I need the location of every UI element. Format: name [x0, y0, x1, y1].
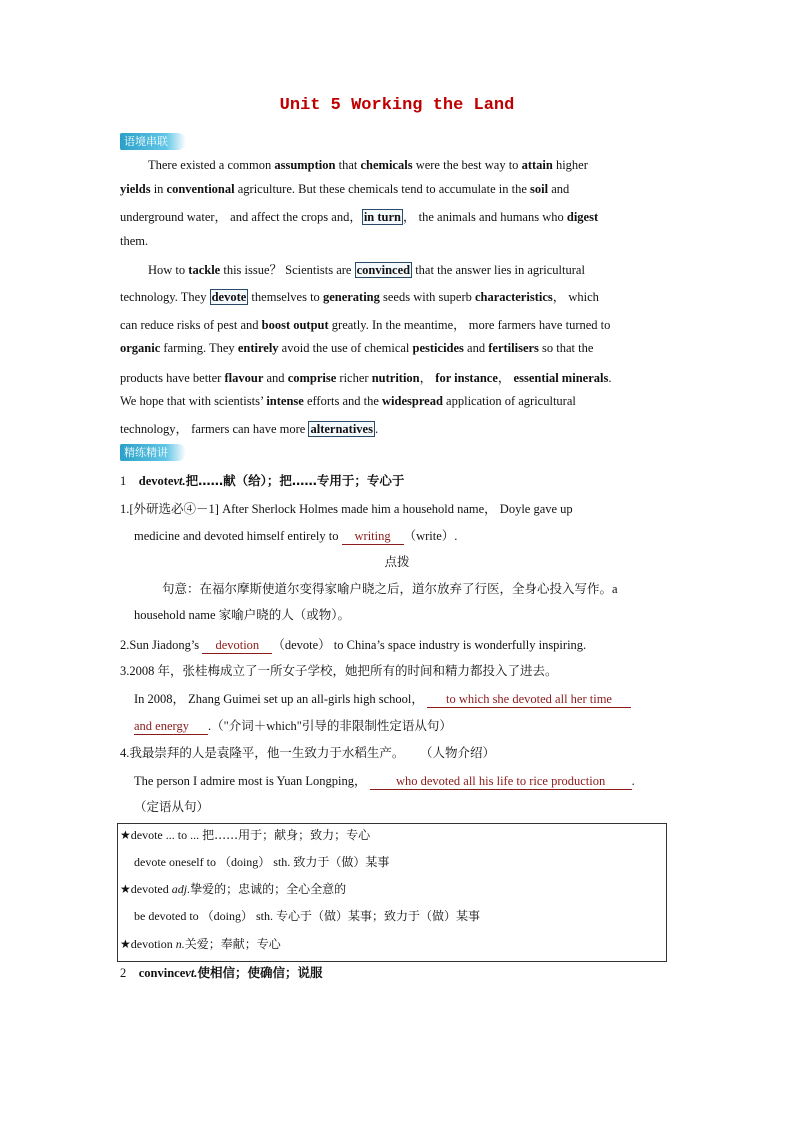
- q4-cn: 4.我最崇拜的人是袁隆平，他一生致力于水稻生产。 （人物介绍）: [120, 746, 496, 760]
- answer-blank: writing: [342, 529, 404, 545]
- note-item: ★devoted adj.挚爱的；忠诚的；全心全意的: [120, 882, 347, 896]
- word-heading-convince: 2 convincevt.使相信；使确信；说服: [120, 965, 323, 980]
- p1-line3: underground water， and affect the crops and， in turn ， the animals and humans who digest: [120, 210, 599, 224]
- p2-line1: How to tackle this issue？ Scientists are convinced that the answer lies in agricultural: [148, 263, 585, 277]
- word-heading-devote: 1 devotevt.把……献（给）；把……专用于；专心于: [120, 473, 405, 488]
- p2-line4: organic farming. They entirely avoid the use of chemical pesticides and fertilisers so that the: [120, 341, 594, 355]
- q3-line2: and energy .（"介词＋which"引导的非限制性定语从句）: [134, 719, 452, 733]
- q1-line1: 1.[外研选必④－1] After Sherlock Holmes made him a household name， Doyle gave up: [120, 502, 573, 516]
- q4-clause: （定语从句）: [134, 800, 210, 814]
- q4-line1: The person I admire most is Yuan Longping， who devoted all his life to rice production .: [134, 774, 635, 788]
- p2-line7: technology， farmers can have more alternatives .: [120, 422, 379, 436]
- note-item: devote oneself to （doing） sth. 致力于（做）某事: [134, 855, 390, 869]
- p2-line5: products have better flavour and comprise richer nutrition， for instance， essential minerals.: [120, 371, 612, 385]
- q1-line2: medicine and devoted himself entirely to writing （write）.: [134, 529, 458, 543]
- tip-line1: 句意：在福尔摩斯使道尔变得家喻户晓之后，道尔放弃了行医，全身心投入写作。a: [162, 582, 618, 596]
- answer-blank: devotion: [202, 638, 272, 654]
- tip-line2: household name 家喻户晓的人（或物）。: [134, 608, 350, 622]
- boxed-word: devote: [211, 290, 247, 304]
- tip-label: 点拨: [384, 555, 410, 569]
- p2-line2: technology. They devote themselves to generating seeds with superb characteristics， which: [120, 290, 599, 304]
- boxed-word: alternatives: [310, 422, 373, 436]
- p2-line3: can reduce risks of pest and boost output greatly. In the meantime， more farmers have turned to: [120, 318, 611, 332]
- q3-cn: 3.2008 年，张桂梅成立了一所女子学校，她把所有的时间和精力都投入了进去。: [120, 664, 558, 678]
- note-item: ★devote ... to ... 把……用于；献身；致力；专心: [120, 828, 371, 842]
- page-title: Unit 5 Working the Land: [279, 96, 515, 115]
- note-item: ★devotion n.关爱；奉献；专心: [120, 937, 281, 951]
- note-item: be devoted to （doing） sth. 专心于（做）某事；致力于（做）某事: [134, 909, 481, 923]
- boxed-word: convinced: [356, 263, 411, 277]
- answer-blank: to which she devoted all her time: [427, 692, 631, 708]
- p2-line6: We hope that with scientists’ intense efforts and the widespread application of agricultural: [120, 394, 576, 408]
- boxed-phrase: in turn: [363, 210, 401, 224]
- p1-line1: There existed a common assumption that chemicals were the best way to attain higher: [148, 158, 588, 172]
- tag-context: 语境串联: [120, 133, 186, 150]
- tag-practice: 精练精讲: [120, 444, 186, 461]
- answer-blank: and energy: [134, 719, 208, 735]
- answer-blank: who devoted all his life to rice production: [370, 774, 632, 790]
- p1-line2: yields in conventional agriculture. But these chemicals tend to accumulate in the soil and: [120, 182, 570, 196]
- q2-line: 2.Sun Jiadong’s devotion （devote） to China’s space industry is wonderfully inspiring.: [120, 638, 587, 652]
- q3-line1: In 2008， Zhang Guimei set up an all-girls high school， to which she devoted all her time: [134, 689, 631, 708]
- p1-line4: them.: [120, 234, 149, 248]
